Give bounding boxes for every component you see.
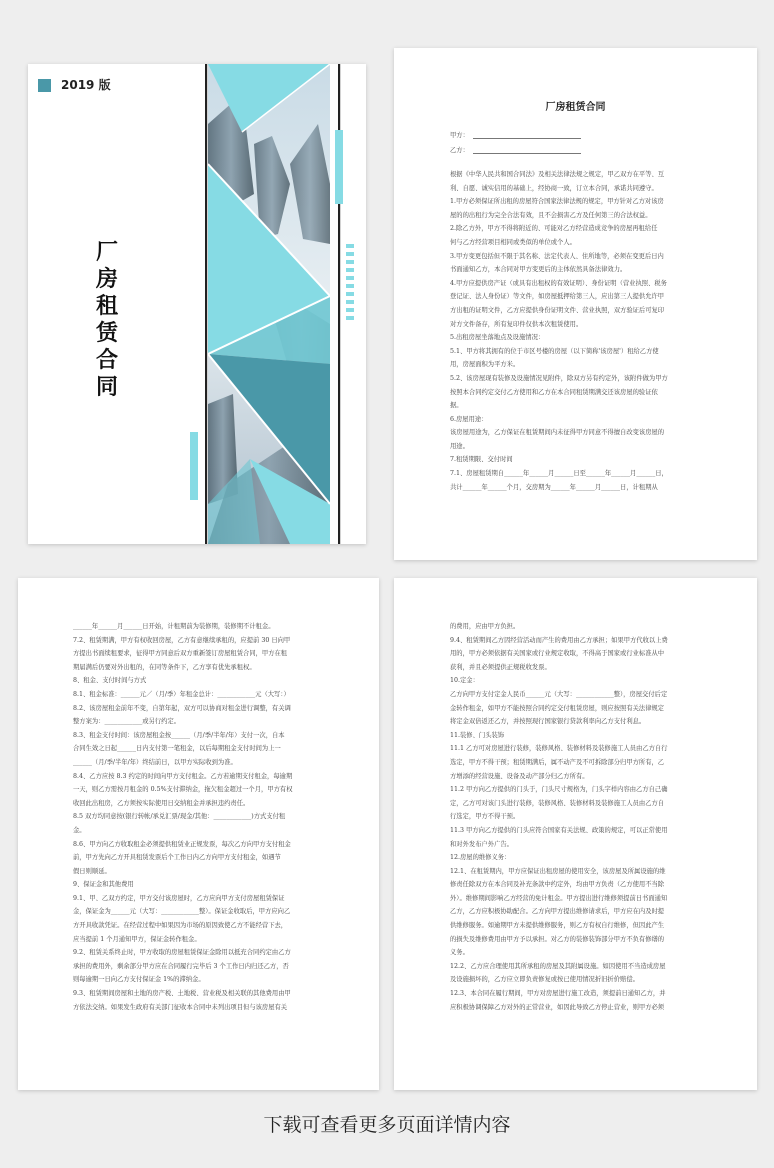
text-line: 期届满后仍要对外出租的，在同等条件下，乙方享有优先承租权。 [73,663,256,671]
text-line: 应当提前 1 个月通知甲方，保证金转作租金。 [73,935,201,943]
contract-page-3 [394,578,757,1090]
text-line: 方出租的证明文件，乙方应提供身份证明文件、营业执照，双方验证后可复印 [450,306,665,314]
text-line: 登记证、法人身份证）等文件，如房屋抵押给第三人，应出第三人提供允许甲 [450,293,665,301]
text-line: 共计______年______个月，交房期为______年______月______日，计租期从 [450,483,658,491]
party-b-line [450,145,581,154]
text-line: ______（月/季/半年/年）终结前日，以甲方实际收到为准。 [73,758,237,766]
text-line: 屋的的出租行为完全合法有效，且不会损害乙方及任何第三的合法权益。 [450,211,652,219]
text-line: 金。 [73,826,86,834]
text-line: 7.租赁期限、交付时间 [450,456,513,464]
text-line: 书面通知乙方，本合同对甲方变更后的主体依然具备法律效力。 [450,266,627,274]
text-line: 12.1、在租赁期内，甲方应保证出租房屋的使用安全，该房屋及所属设施的维 [450,867,666,875]
text-line: 选定，甲方不得干预；租赁期满后，属不动产及不可拆除部分归甲方所有，乙 [450,758,665,766]
text-line: 5.1、甲方将其拥有的位于市区号楼的房屋（以下简称'该房屋'）租给乙方使 [450,347,659,355]
text-line: 外）。维修期间影响乙方经营的免计租金。甲方提出进行维修须提前日书面通知 [450,894,668,902]
party-b-blank [473,146,581,154]
text-line: 根据《中华人民共和国合同法》及相关法律法规之规定，甲乙双方在平等、互 [450,171,665,178]
text-line: 方依法交纳。如果发生政府有关部门征收本合同中未列出项目但与该房屋有关 [73,1003,288,1011]
contract-title: 厂房租赁合同 [545,102,606,113]
cover-title: 厂房租赁合同 [96,240,119,400]
text-line: 6.房屋用途： [450,415,488,423]
text-line: 该房屋用途为，乙方保证在租赁期间内未征得甲方同意不得擅自改变该房屋的 [450,429,665,437]
cover-badge-square [38,79,51,92]
text-line: 按照本合同约定交付乙方使用和乙方在本合同租赁期满交还该房屋的验证依 [450,388,658,396]
party-b-label: 乙方： [450,147,469,154]
text-line: 用途。 [450,442,469,450]
contract-text-block [73,620,335,1014]
text-line: 8.1、租金标准：______元／（月/季）年租金总计：____________元（大写：） [73,690,290,698]
text-line: 8.4、乙方应按 8.3 约定的时间向甲方支付租金。乙方若逾期支付租金，每逾期 [73,772,293,780]
text-line: 的损失及维修费用由甲方予以承担。对乙方的装修装饰部分甲方不负有修缮的 [450,935,665,943]
text-line: 对方文件备存，所有复印件仅供本次租赁使用。 [450,320,583,328]
text-line: 11.3 甲方向乙方提供的门头应符合国家有关法规、政策的规定，可以正常使用 [450,826,668,834]
text-line: 1.甲方必须保证所出租的房屋符合国家法律法规的规定，甲方针对乙方对该房 [450,198,664,206]
text-line: 用，房屋面积为平方米。 [450,361,520,369]
text-line: 8.5 双方均同意按(银行转帐/承兑汇票/现金/其他：____________)方式支付租 [73,813,286,821]
text-line: 用的，甲方必须依据有关国家或行业规定收取，不得高于国家或行业标准从中 [450,650,665,658]
contract-page-2 [18,578,379,1090]
text-line: 据。 [450,402,463,410]
text-line: 修责任除双方在本合同及补充条款中约定外，均由甲方负责（乙方使用不当除 [450,881,665,889]
text-line: 及设施损坏的，乙方应立即负责修复或按已使用情况折旧折价赔偿。 [450,976,639,984]
text-line: 获利，并且必须提供正规税收发票。 [450,663,551,671]
party-a-label: 甲方： [450,132,469,139]
cover-art [28,64,366,544]
text-line: 12.房屋的维修义务： [450,854,511,862]
party-a-blank [473,131,581,139]
text-line: 的费用，应由甲方负担。 [450,623,520,630]
text-line: 4.甲方应提供房产证（或具有出租权的有效证明）、身份证明（营业执照、税务 [450,279,667,287]
cover-year: 2019 版 [61,78,111,92]
text-line: 11.装修、门头装饰 [450,731,505,739]
text-line: 则每逾期一日向乙方支付保证金 1%的滞纳金。 [73,976,205,984]
text-line: 前，甲方先向乙方开具租赁发票后个工作日内乙方向甲方支付租金，如遇节 [73,854,281,862]
text-line: 8.2、该房屋租金前年不变，自第年起，双方可以协商对租金进行调整，有关调 [73,704,291,712]
text-line: 2.除乙方外，甲方不得将附近的、可能对乙方经营造成竞争的房屋再租给任 [450,225,658,233]
text-line: 供维修服务。如逾期甲方未提供维修服务，则乙方有权自行维修，但因此产生 [450,922,665,930]
text-line: 义务。 [450,949,469,957]
party-a-line [450,130,581,139]
contract-text-block [450,620,712,1014]
text-line: 假日则顺延。 [73,867,111,875]
text-line: 12.3、本合同在履行期间，甲方对房屋进行施工改造，须提前日通知乙方，并 [450,990,666,998]
text-line: 9.4、租赁期间乙方因经营活动而产生的费用由乙方承担；如果甲方代收以上费 [450,636,668,644]
text-line: 金转作租金，如甲方不能按照合同约定交付租赁房屋，则应按照有关法律规定 [450,704,665,712]
text-line: 方提出书面续租要求，征得甲方同意后双方重新签订房屋租赁合同，甲方在租 [73,650,288,658]
contract-page-1 [394,48,757,560]
text-line: 5.出租房屋坐落地点及设施情况： [450,334,545,342]
text-line: 方增添的经营设施、设备及动产部分归乙方所有。 [450,772,589,780]
text-line: 乙方，乙方应积极协助配合。乙方向甲方提出维修请求后，甲方应在内及时提 [450,908,665,916]
text-line: 9.3、租赁期间房屋和土地的房产税、土地税、营业税及相关联的其他费用由甲 [73,990,291,998]
text-line: 应积极协调保障乙方对外的正常营业，如因此导致乙方停止营业，则甲方必须 [450,1003,665,1011]
text-line: 7.1、房屋租赁期自______年______月______日至______年______月______日， [450,470,668,478]
text-line: 11.2 甲方向乙方提供的门头于，门头尺寸规格为，门头字样内容由乙方自己确 [450,786,668,794]
text-line: 方开具收款凭证。在经营过程中如果因为市场的原因致使乙方不能经营下去， [73,922,288,930]
text-line: 收回此出租房，乙方须按实际使用日交纳租金并承担违约责任。 [73,799,250,807]
text-line: 一天，则乙方需按月租金的 0.5%支付滞纳金，拖欠租金超过一个月，甲方有权 [73,786,293,794]
text-line: 和对外发布户外广告。 [450,840,513,848]
text-line: 5.2、该房屋现有装修及设施情况见附件，除双方另有约定外，该附件做为甲方 [450,374,668,382]
text-line: 承担的费用外，剩余部分甲方应在合同履行完毕后 3 个工作日内归还乙方，否 [73,962,289,970]
text-line: 行选定，甲方不得干预。 [450,813,520,821]
text-line: 7.2、租赁期满，甲方有权收回房屋，乙方有意继续承租的，应提前 30 日向甲 [73,636,291,644]
text-line: 合同生效之日起______日内支付第一笔租金，以后每期租金支付时间为上一 [73,745,281,753]
text-line: 8.6、甲方向乙方收取租金必须提供租赁业正规发票，每次乙方向甲方支付租金 [73,840,291,848]
text-line: 10.定金： [450,677,479,685]
text-line: 8.3、租金支付时间：该房屋租金按______（月/季/半年/年）支付一次，自本 [73,731,285,739]
text-line: 将定金双倍返还乙方，并按照现行国家银行贷款利率向乙方支付利息。 [450,718,646,726]
text-line: ______年______月______日开始，计租期前为装修期，装修期不计租金。 [73,623,275,630]
cover-page [28,64,366,544]
text-line: 定，乙方可对该门头进行装修，装修风格、装修材料及装修施工人员由乙方自 [450,799,665,807]
text-line: 3.甲方变更包括但不限于其名称、法定代表人、住所地等，必须在变更后日内 [450,252,664,260]
footer-download-hint[interactable]: 下载可查看更多页面详情内容 [263,1114,511,1136]
text-line: 9.1、甲、乙双方约定，甲方交付该房屋时，乙方应向甲方支付房屋租赁保证 [73,894,285,902]
text-line: 乙方向甲方支付定金人民币______元（大写：____________整），房屋交付后定 [450,690,668,698]
text-line: 整方案为：____________或另行约定。 [73,718,181,726]
text-line: 11.1 乙方可对房屋进行装修，装修风格、装修材料及装修施工人员由乙方自行 [450,745,668,753]
contract-text-block [450,168,712,494]
text-line: 9、保证金和其他费用 [73,881,134,889]
text-line: 12.2、乙方应合理使用其所承租的房屋及其附属设施。如因使用不当造成房屋 [450,962,666,970]
text-line: 利、自愿、诚实信用的基础上，经协商一致，订立本合同，承诺共同遵守。 [450,184,658,192]
text-line: 9.2、租赁关系终止时，甲方收取的房屋租赁保证金除用以抵充合同约定由乙方 [73,949,291,957]
text-line: 何与乙方经营项目相同或类似的单位或个人。 [450,238,576,246]
text-line: 金，保证金为______元（大写：____________整）。保证金收取后，甲方应向乙 [73,908,291,916]
text-line: 8、租金、支付时间与方式 [73,677,147,685]
